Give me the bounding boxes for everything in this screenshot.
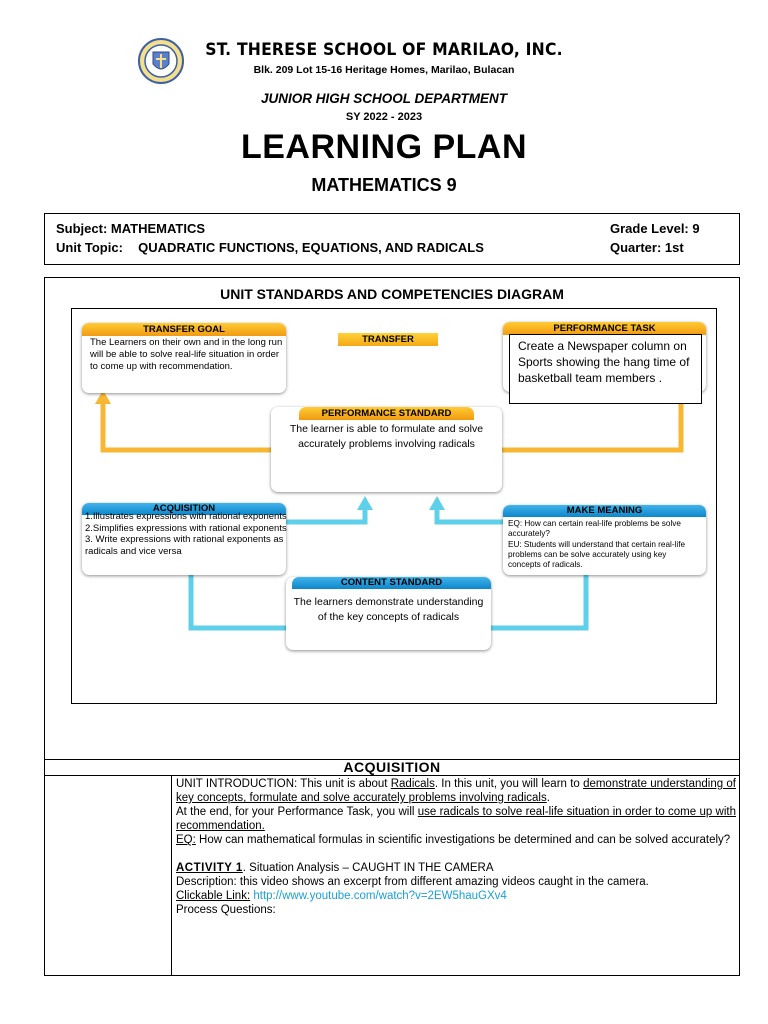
transfer-goal-text: The Learners on their own and in the long run will be able to solve real-life situation in order to come up with recommendation.: [90, 337, 283, 372]
line-content-right: [491, 574, 586, 628]
content-standard-card: [286, 577, 491, 650]
topic-label: Unit Topic:: [56, 240, 123, 255]
arrow-head-acquisition: [357, 496, 373, 510]
video-link[interactable]: http://www.youtube.com/watch?v=2EW5hauGXv4: [250, 890, 507, 902]
quarter-value: 1st: [664, 240, 684, 255]
acquisition-column-divider: [171, 776, 172, 976]
clickable-link-line: Clickable Link: http://www.youtube.com/watch?v=2EW5hauGXv4: [176, 890, 507, 902]
department-name: JUNIOR HIGH SCHOOL DEPARTMENT: [260, 91, 508, 106]
acquisition-header: ACQUISITION: [82, 503, 286, 515]
acquisition-item: 3. Write expressions with rational exponents as radicals and vice versa: [85, 534, 284, 557]
acquisition-title: ACQUISITION: [44, 760, 740, 776]
essential-question: EQ: How can mathematical formulas in scientific investigations be determined and can be solved accurately?: [176, 834, 731, 846]
grade-label: Grade Level:: [610, 221, 689, 236]
transfer-goal-header: TRANSFER GOAL: [82, 323, 286, 336]
quarter-line: [610, 240, 684, 255]
school-name: ST. THERESE SCHOOL OF MARILAO, INC.: [205, 40, 563, 60]
content-standard-text: The learners demonstrate understanding of the key concepts of radicals: [293, 596, 484, 623]
diagram-title: UNIT STANDARDS AND COMPETENCIES DIAGRAM: [220, 286, 564, 302]
acquisition-item: 2.Simplifies expressions with rational exponents: [85, 522, 287, 534]
grade-line: [610, 221, 700, 236]
arrow-acquisition-up: [286, 506, 365, 522]
subject-value: MATHEMATICS: [110, 221, 206, 236]
performance-task-text: Create a Newspaper column on Sports showing the hang time of basketball team members .: [509, 334, 702, 404]
arrow-to-transfer-goal: [103, 400, 271, 450]
make-meaning-eu: EU: Students will understand that certain real-life problems can be solve accurately using key concepts of radicals.: [508, 540, 686, 569]
activity-heading: ACTIVITY 1. Situation Analysis – CAUGHT IN THE CAMERA: [176, 862, 494, 874]
activity-description: Description: this video shows an excerpt from different amazing videos caught in the camera.: [176, 876, 649, 888]
school-address: Blk. 209 Lot 15-16 Heritage Homes, Marilao, Bulacan: [253, 64, 515, 76]
performance-standard-card: [271, 407, 502, 492]
arrow-to-performance-task: [501, 400, 681, 450]
subject-label: Subject:: [56, 221, 108, 236]
process-questions: Process Questions:: [176, 904, 276, 916]
content-standard-header: CONTENT STANDARD: [292, 577, 491, 589]
performance-task-header: PERFORMANCE TASK: [503, 322, 706, 335]
arrow-make-meaning-up: [437, 506, 503, 522]
make-meaning-card: [503, 505, 706, 575]
make-meaning-header: MAKE MEANING: [503, 505, 706, 517]
topic-line: [56, 240, 484, 255]
unit-introduction: UNIT INTRODUCTION: This unit is about Radicals. In this unit, you will learn to demonstrate understanding of key concepts, formulate and solve accurately problems involving radicals.: [176, 778, 737, 804]
performance-standard-text: The learner is able to formulate and solve accurately problems involving radicals: [289, 423, 484, 450]
performance-standard-header: PERFORMANCE STANDARD: [299, 407, 474, 420]
arrow-head-make-meaning: [429, 496, 445, 510]
line-content-left: [191, 574, 286, 628]
acquisition-list: [85, 511, 295, 557]
page-title: LEARNING PLAN: [240, 128, 528, 166]
acquisition-content: [176, 777, 736, 917]
transfer-label: TRANSFER: [338, 333, 438, 346]
make-meaning-eq: EQ: How can certain real-life problems be solve accurately?: [508, 519, 681, 538]
page-subtitle: MATHEMATICS 9: [311, 175, 457, 195]
performance-task-intro: At the end, for your Performance Task, you will use radicals to solve real-life situation in order to come up with recommendation.: [176, 806, 736, 832]
topic-value: QUADRATIC FUNCTIONS, EQUATIONS, AND RADICALS: [138, 240, 484, 255]
school-year: SY 2022 - 2023: [345, 111, 423, 123]
grade-value: 9: [692, 221, 700, 236]
quarter-label: Quarter:: [610, 240, 662, 255]
acquisition-item: 1.Illustrates expressions with rational exponents: [85, 511, 287, 522]
subject-line: [56, 221, 205, 236]
